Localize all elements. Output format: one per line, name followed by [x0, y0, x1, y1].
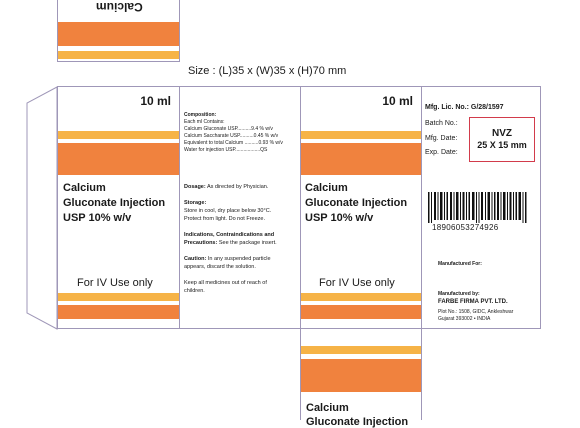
company-name: FARBE FIRMA PVT. LTD.	[438, 299, 508, 305]
composition-row: Calcium Saccharate USP..........0.45 % w/v	[184, 133, 279, 139]
size-label: Size : (L)35 x (W)35 x (H)70 mm	[188, 65, 347, 77]
front-volume: 10 ml	[140, 94, 171, 108]
storage-line1: Store in cool, dry place below 30°C.	[184, 208, 272, 214]
caution-text: In any suspended particle	[207, 256, 271, 262]
dosage-text: As directed by Physician.	[206, 184, 269, 190]
keep-line2: children.	[184, 288, 205, 294]
back-name-line3: USP 10% w/v	[305, 212, 374, 224]
back-orange-band	[301, 143, 421, 175]
bottom-flap	[300, 328, 422, 428]
dosage-label: Dosage:	[184, 184, 206, 190]
back-orange-band-bottom	[301, 305, 421, 319]
nvz-box	[469, 117, 535, 162]
nvz-size: 25 X 15 mm	[477, 140, 527, 150]
nvz-label: NVZ	[492, 128, 512, 139]
glue-flap	[26, 86, 58, 330]
front-orange-band	[58, 143, 179, 175]
back-name-line2: Gluconate Injection	[305, 197, 408, 209]
caution-line1	[184, 256, 271, 262]
mfg-lic: Mfg. Lic. No.: G/28/1597	[425, 104, 504, 111]
back-yellow-band-bottom	[301, 293, 421, 301]
composition-row: Equivalent to total Calcium ..........0.93 % w/v	[184, 140, 283, 146]
bottom-flap-yellow-band	[301, 346, 421, 354]
caution-label: Caution:	[184, 256, 207, 262]
storage-line2: Protect from light. Do not Freeze.	[184, 216, 266, 222]
address-line1: Plot No.: 1508, GIDC, Ankleshwar	[438, 309, 514, 315]
back-volume: 10 ml	[382, 94, 413, 108]
caution-line2: appears, discard the solution.	[184, 264, 256, 270]
composition-title: Composition:	[184, 112, 217, 118]
top-flap	[57, 0, 180, 62]
front-orange-band-bottom	[58, 305, 179, 319]
dosage	[184, 184, 268, 190]
each-ml: Each ml Contains:	[184, 119, 225, 125]
back-iv-use-label: For IV Use only	[319, 277, 395, 289]
product-name-line1: Calcium	[63, 182, 106, 194]
barcode-number: 18906053274926	[432, 223, 499, 232]
product-name-line2: Gluconate Injection	[63, 197, 166, 209]
bottom-flap-orange-band	[301, 359, 421, 392]
composition-row: Water for injection USP..................QS	[184, 147, 268, 153]
top-flap-yellow-band	[58, 51, 179, 59]
batch-label: Batch No.:	[425, 120, 458, 127]
manufactured-by: Manufactured by:	[438, 291, 480, 297]
address-line2: Gujarat 393002 • INDIA	[438, 316, 491, 322]
bottom-flap-name-line1: Calcium	[306, 402, 349, 414]
barcode	[428, 192, 530, 223]
top-flap-label: Calcium	[96, 0, 143, 14]
indications-text: See the package insert.	[218, 240, 277, 246]
exp-date-label: Exp. Date:	[425, 149, 458, 156]
front-yellow-band	[58, 131, 179, 139]
front-yellow-band-bottom	[58, 293, 179, 301]
mfg-date-label: Mfg. Date:	[425, 135, 458, 142]
iv-use-label: For IV Use only	[77, 277, 153, 289]
side-panel	[421, 86, 541, 329]
precautions-label: Precautions:	[184, 240, 218, 246]
bottom-flap-name-line2: Gluconate Injection	[306, 416, 409, 428]
front-panel	[57, 86, 180, 329]
keep-line1: Keep all medicines out of reach of	[184, 280, 267, 286]
back-yellow-band	[301, 131, 421, 139]
indications-line1: Indications, Contraindications and	[184, 232, 275, 238]
info-panel	[179, 86, 301, 329]
back-panel	[300, 86, 422, 329]
storage-label: Storage:	[184, 200, 207, 206]
product-name-line3: USP 10% w/v	[63, 212, 132, 224]
indications-line2	[184, 240, 277, 246]
manufactured-for: Manufactured For:	[438, 261, 482, 267]
back-name-line1: Calcium	[305, 182, 348, 194]
composition-row: Calcium Gluconate USP..........9.4 % w/v	[184, 126, 273, 132]
top-flap-orange-band	[58, 22, 179, 46]
